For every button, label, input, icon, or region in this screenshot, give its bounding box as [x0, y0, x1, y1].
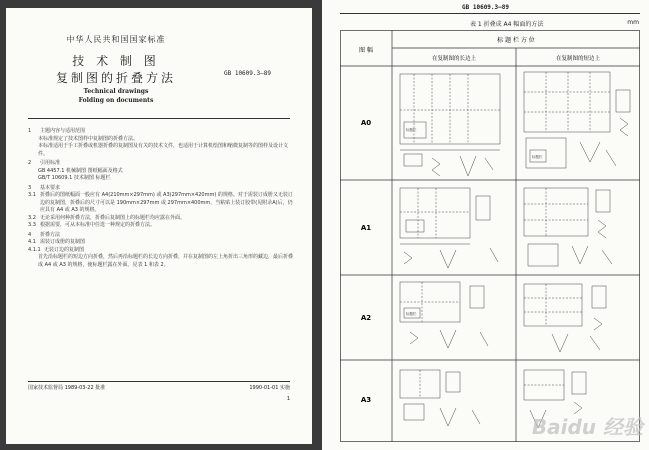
- reference-item: GB/T 10609.1 技术制图 标题栏: [38, 175, 111, 181]
- diagram-a2-short: [524, 284, 606, 352]
- section-1: 1 主题内容与适用范围 本标准规定了技术图样中复制图的折叠方法。 本标准适用于手工折叠或机器折叠的复制图及有关的技术文件，也适用于计算机绘图和缩微复制等的图样及设计文件。: [28, 128, 294, 158]
- title-en-line1: Technical drawings: [83, 88, 149, 95]
- reference-item: GB 4457.1 机械制图 图纸幅面及格式: [38, 167, 123, 174]
- diagram-a3-long: [400, 370, 480, 426]
- approval-date: 国家技术监督局 1989-03-22 批准: [28, 385, 106, 391]
- title-cn-line2: 复制图的折叠方法: [55, 71, 176, 85]
- paragraph: 本标准适用于手工折叠或机器折叠的复制图及有关的技术文件，也适用于计算机绘图和缩微复制等的图样及设计文件。: [38, 143, 289, 157]
- standard-number: GB 10609.3—89: [224, 70, 271, 77]
- section-heading: 引用标准: [40, 160, 61, 166]
- watermark: Baidu 经验: [531, 415, 643, 439]
- table-title: 表 1 折叠成 A4 幅面的方法: [470, 21, 544, 28]
- subsection-heading: 4.1 需装订成册的复制图: [28, 239, 86, 245]
- page-number: 1: [286, 396, 290, 402]
- subheader-short-edge: 在复制图的短边上: [555, 56, 601, 62]
- paragraph: 本标准规定了技术图样中复制图的折叠方法。: [38, 135, 139, 142]
- svg-text:标题栏: 标题栏: [532, 155, 543, 159]
- header-divider: [28, 118, 290, 119]
- row-label-a2: A2: [360, 314, 372, 322]
- clause-item: 3.3 根据需要，可从本标准中任选一种规定的折叠方法。: [28, 222, 156, 228]
- section-heading: 主题内容与适用范围: [40, 128, 86, 134]
- title-cn-line1: 技 术 制 图: [72, 54, 160, 68]
- title-en-line2: Folding on documents: [78, 97, 154, 104]
- section-4: 4 折叠方法 4.1 需装订成册的复制图 4.1.1 无装订边的复制图 首先沿标题栏的短边方向折叠，然后再沿标题栏的长边方向折叠，并在复制图的左上角折出三角形的藏边，最后折叠成 A4 或 A3 的规格，使标题栏露在外面。见表 1 和表 2。: [28, 231, 294, 268]
- row-label-a0: A0: [360, 119, 372, 127]
- footer-divider: [28, 381, 290, 382]
- section-heading: 基本要求: [40, 184, 61, 191]
- diagram-a1-short: [524, 188, 612, 266]
- paragraph: 首先沿标题栏的短边方向折叠，然后再沿标题栏的长边方向折叠，并在复制图的左上角折出三角形的藏边，最后折叠成 A4 或 A3 的规格，使标题栏露在外面。见表 1 和表 2。: [38, 254, 294, 268]
- svg-text:标题栏: 标题栏: [406, 312, 417, 316]
- diagram-a0-long: [400, 74, 500, 176]
- issuing-org: 中华人民共和国国家标准: [66, 35, 166, 44]
- right-page: [322, 0, 649, 450]
- unit-label: mm: [627, 19, 639, 26]
- row-label-a1: A1: [360, 224, 372, 232]
- subsection-heading: 4.1.1 无装订边的复制图: [28, 246, 85, 253]
- effective-date: 1990-01-01 实施: [249, 385, 290, 391]
- section-heading: 折叠方法: [40, 231, 61, 238]
- column-header-size: 图 幅: [359, 47, 373, 54]
- running-header: GB 10609.3—89: [462, 4, 509, 11]
- section-3: 3 基本要求 3.1 折叠后的图纸幅面一般应有 A4(210mm×297mm) 或 A3(297mm×420mm) 的规格。对于需装订成册又无装订边的复制图，折叠后的尺寸可以是 190mm×297mm 或 297mm×400mm，当粘贴上装订胶带(见附录A)后，仍应具有 A4 或 A3 的规格。 3.2 无论采用何种折叠方法，折叠后复制图上的标题栏均应露在外面。 3.3 根据需要，可从本标准中任选一种规定的折叠方法。: [28, 184, 293, 228]
- diagram-a0-short: [524, 72, 630, 168]
- diagram-a1-long: [400, 188, 498, 268]
- folding-method-table: [340, 30, 640, 442]
- header-divider: [340, 13, 640, 14]
- svg-text:标题栏: 标题栏: [406, 128, 417, 132]
- section-2: 2 引用标准 GB 4457.1 机械制图 图纸幅面及格式 GB/T 10609.1 技术制图 标题栏: [28, 160, 294, 183]
- column-header-orientation: 标 题 栏 方 位: [497, 37, 535, 44]
- standard-body: [28, 126, 294, 269]
- left-page: [6, 8, 312, 444]
- clause-item: 3.2 无论采用何种折叠方法，折叠后复制图上的标题栏均应露在外面。: [28, 214, 186, 221]
- subheader-long-edge: 在复制图的长边上: [431, 56, 477, 62]
- clause-item: 3.1 折叠后的图纸幅面一般应有 A4(210mm×297mm) 或 A3(297mm×420mm) 的规格。对于需装订成册又无装订边的复制图，折叠后的尺寸可以是 190mm×297mm 或 297mm×400mm，当粘贴上装订胶带(见附录A)后，仍应具有 A4 或 A3 的规格。: [28, 192, 293, 213]
- row-label-a3: A3: [360, 396, 372, 404]
